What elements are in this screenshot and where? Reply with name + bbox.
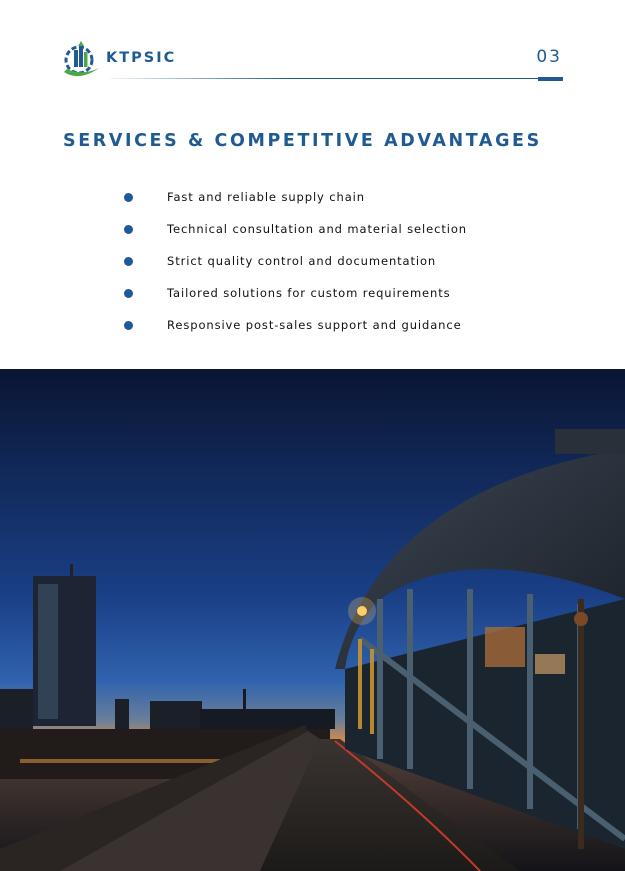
feature-item (0, 251, 625, 271)
feature-text: Strict quality control and documentation (167, 254, 437, 268)
feature-item (0, 219, 625, 239)
bullet-dot-icon (124, 225, 133, 234)
feature-item (0, 187, 625, 207)
header-rule-accent (538, 77, 563, 81)
page-number: 03 (536, 47, 562, 67)
feature-text: Responsive post-sales support and guidance (167, 318, 462, 332)
brand-name: KTPSIC (106, 50, 177, 66)
feature-item (0, 315, 625, 335)
bullet-dot-icon (124, 193, 133, 202)
header-rule (110, 78, 563, 79)
bullet-dot-icon (124, 289, 133, 298)
bullet-dot-icon (124, 257, 133, 266)
page-header (0, 0, 625, 100)
bridge-night-photo (0, 369, 625, 871)
company-logo-icon (61, 38, 101, 80)
section-title: SERVICES & COMPETITIVE ADVANTAGES (63, 131, 542, 151)
feature-text: Technical consultation and material selection (167, 222, 467, 236)
feature-item (0, 283, 625, 303)
feature-text: Tailored solutions for custom requirements (167, 286, 451, 300)
feature-text: Fast and reliable supply chain (167, 190, 365, 204)
bullet-dot-icon (124, 321, 133, 330)
